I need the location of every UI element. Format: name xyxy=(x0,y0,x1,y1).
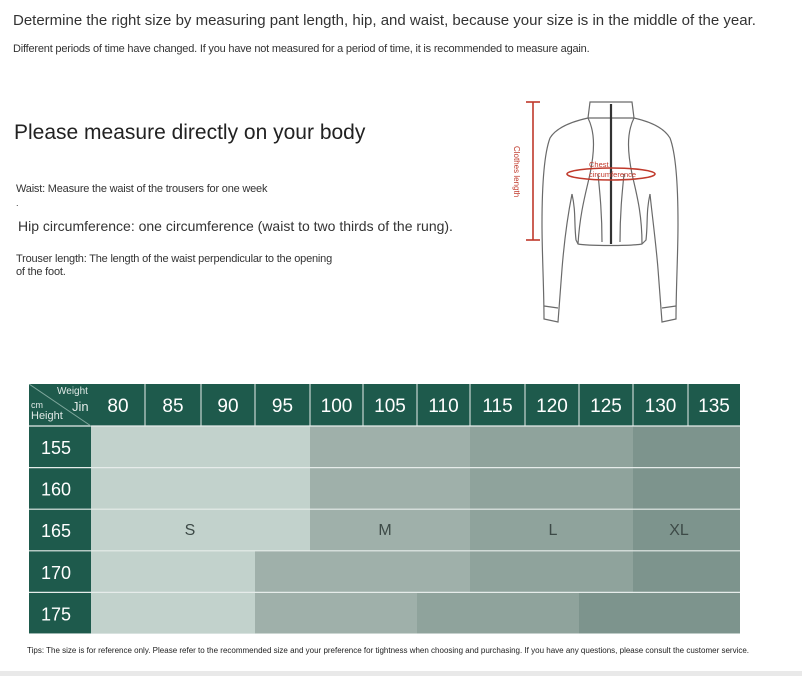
weight-label: 90 xyxy=(217,396,239,417)
weight-label: 135 xyxy=(698,396,730,417)
chest-label-line-1: Chest xyxy=(589,160,609,169)
corner-cm-label: cm xyxy=(31,400,43,410)
chest-label-line-2: circumference xyxy=(589,170,637,179)
size-cell-xl xyxy=(579,592,740,634)
weight-label: 80 xyxy=(107,396,129,417)
size-cell-xl xyxy=(633,426,740,468)
size-cell-m xyxy=(310,468,470,510)
size-cell-l xyxy=(470,551,633,593)
waist-instruction: Waist: Measure the waist of the trousers for one week xyxy=(16,183,268,195)
weight-label: 120 xyxy=(536,396,568,417)
size-cell-m xyxy=(310,426,470,468)
intro-line-2: Different periods of time have changed. If you have not measured for a period of time, it is recommended to measure again. xyxy=(13,43,590,55)
weight-label: 110 xyxy=(428,396,459,417)
size-cell-l xyxy=(470,426,633,468)
size-label-xl: XL xyxy=(669,522,689,540)
height-label: 175 xyxy=(41,604,72,625)
weight-label: 105 xyxy=(374,396,406,417)
corner-jin-label: Jin xyxy=(72,399,89,414)
size-cell-xl xyxy=(633,551,740,593)
size-label-m: M xyxy=(378,522,392,540)
size-label-l: L xyxy=(548,522,558,540)
tips-text: Tips: The size is for reference only. Please refer to the recommended size and your preference for tightness when choosing and purchasing. If you have any questions, please consult the customer service. xyxy=(27,646,750,655)
corner-weight-label: Weight xyxy=(57,386,88,397)
size-cell-xl xyxy=(633,468,740,510)
bottom-bar xyxy=(0,671,802,676)
measure-heading: Please measure directly on your body xyxy=(14,121,366,144)
size-cell-m xyxy=(255,592,417,634)
trouser-instruction: Trouser length: The length of the waist perpendicular to the opening of the foot. xyxy=(16,253,333,278)
size-cell-s xyxy=(91,426,310,468)
weight-label: 100 xyxy=(320,396,353,417)
size-cell-s xyxy=(91,468,310,510)
weight-label: 130 xyxy=(644,396,677,417)
size-cell-s xyxy=(91,509,310,551)
clothes-length-label: Clothes length xyxy=(512,146,521,198)
size-cell-s xyxy=(91,592,255,634)
size-cell-l xyxy=(417,592,579,634)
height-label: 165 xyxy=(41,521,72,542)
size-chart xyxy=(29,384,740,634)
height-label: 160 xyxy=(41,479,72,500)
garment-diagram xyxy=(498,94,698,334)
size-cell-m xyxy=(255,551,470,593)
intro-line-1: Determine the right size by measuring pant length, hip, and waist, because your size is in the middle of the year. xyxy=(13,12,756,29)
weight-label: 115 xyxy=(482,396,513,417)
weight-label: 95 xyxy=(271,396,294,417)
hip-instruction: Hip circumference: one circumference (waist to two thirds of the rung). xyxy=(18,218,453,234)
weight-label: 125 xyxy=(590,396,622,417)
clothes-length-indicator xyxy=(526,102,540,240)
height-label: 170 xyxy=(41,562,72,583)
bullet-dot: . xyxy=(16,198,19,208)
size-cell-l xyxy=(470,468,633,510)
size-cell-s xyxy=(91,551,255,593)
size-label-s: S xyxy=(184,522,196,540)
corner-height-label: Height xyxy=(31,410,63,422)
weight-label: 85 xyxy=(162,396,184,417)
height-label: 155 xyxy=(41,438,72,458)
